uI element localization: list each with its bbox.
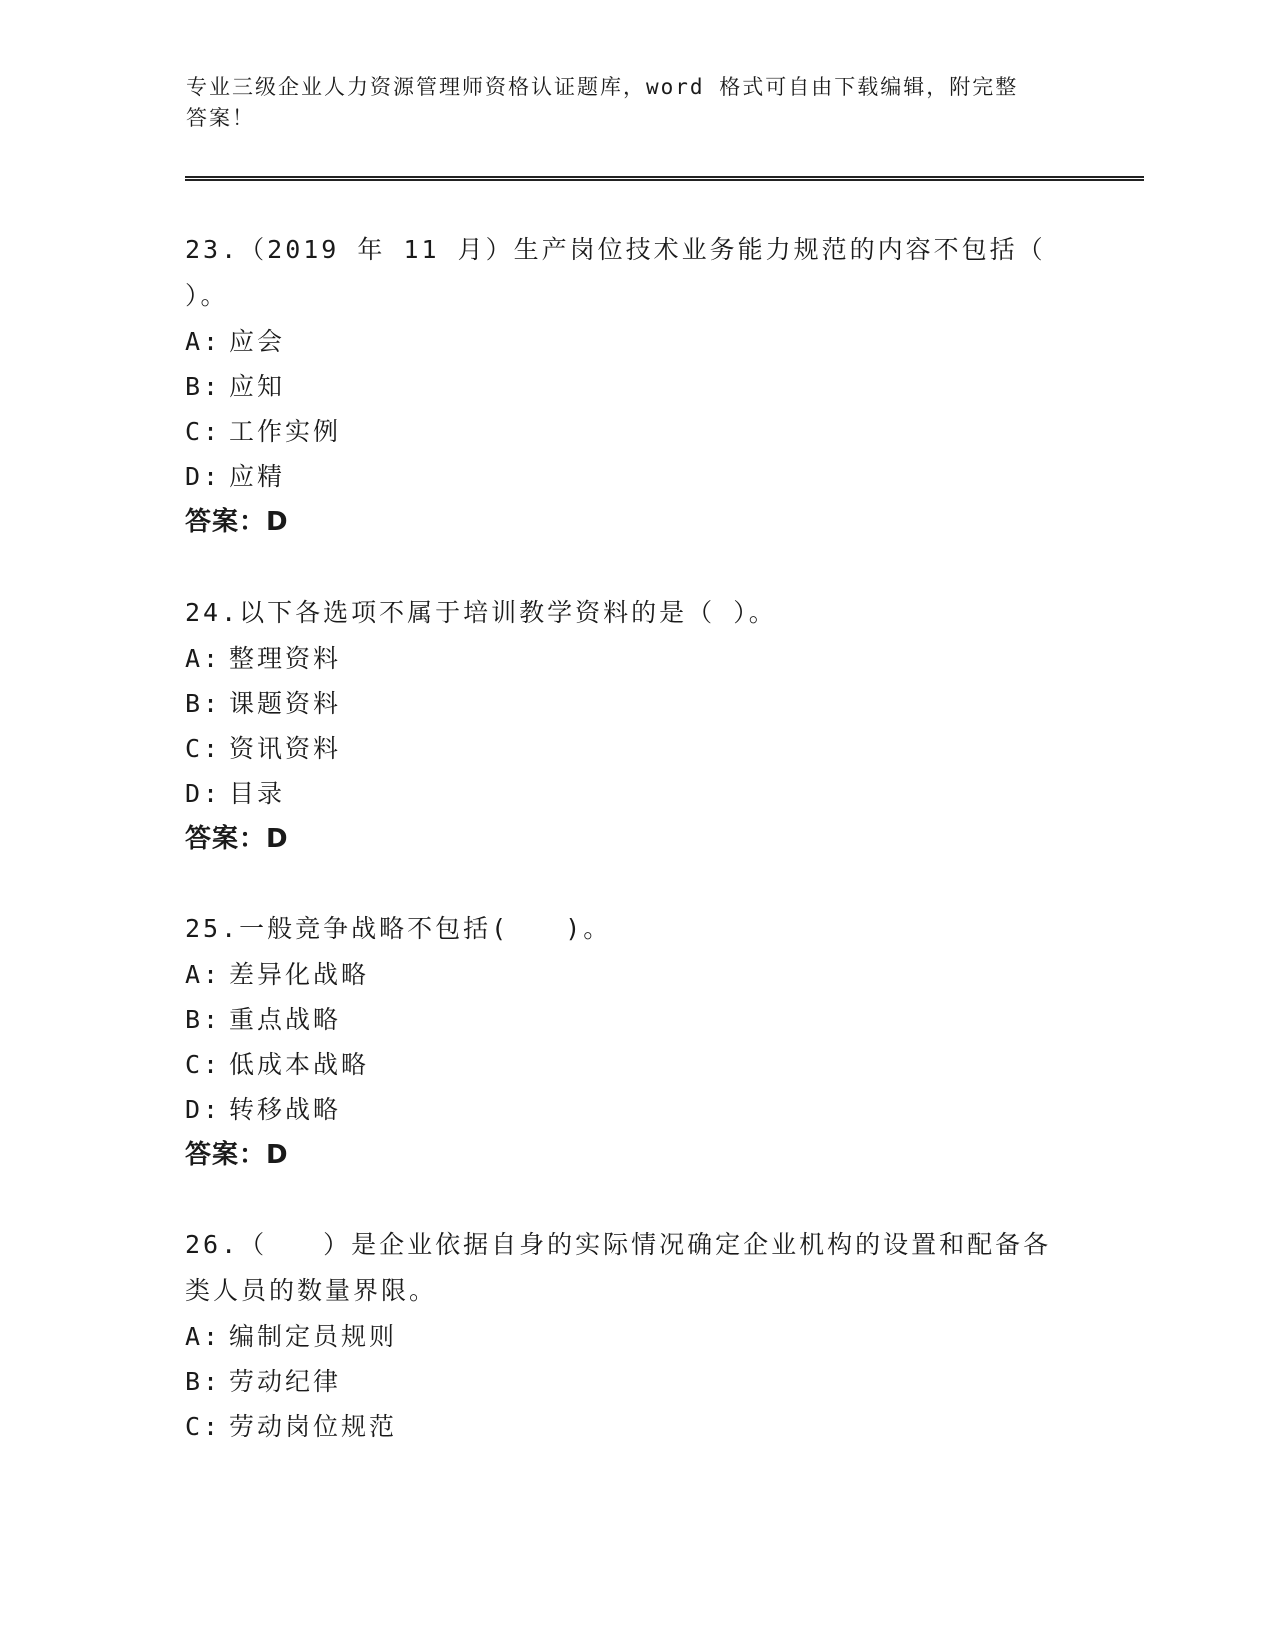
option-letter: B:	[185, 689, 222, 718]
option-text: 低成本战略	[229, 1050, 370, 1079]
answer-line: 答案：D	[185, 824, 289, 854]
option-letter: A:	[185, 644, 222, 673]
option-c	[185, 1404, 1085, 1449]
option-d	[185, 771, 1085, 816]
option-letter: D:	[185, 462, 222, 491]
option-letter: C:	[185, 734, 222, 763]
option-d	[185, 1087, 1085, 1132]
option-text: 编制定员规则	[229, 1322, 398, 1351]
question-23	[185, 227, 1085, 545]
option-c	[185, 1042, 1085, 1087]
option-letter: A:	[185, 960, 222, 989]
option-letter: C:	[185, 1050, 222, 1079]
header-line-1: 专业三级企业人力资源管理师资格认证题库，word 格式可自由下载编辑，附完整	[186, 75, 1019, 99]
option-letter: C:	[185, 417, 222, 446]
option-b	[185, 997, 1085, 1042]
option-letter: C:	[185, 1412, 222, 1441]
option-a	[185, 319, 1085, 364]
document-header	[186, 72, 1086, 134]
option-text: 差异化战略	[229, 960, 370, 989]
question-text-line-2: 类人员的数量界限。	[185, 1276, 438, 1305]
option-d	[185, 454, 1085, 499]
question-text-line-1: 25.一般竞争战略不包括( )。	[185, 914, 612, 943]
question-text-line-2: ）。	[185, 281, 229, 310]
option-a	[185, 1314, 1085, 1359]
option-text: 应精	[229, 462, 286, 491]
header-double-rule	[185, 176, 1144, 181]
option-text: 资讯资料	[229, 734, 342, 763]
option-b	[185, 1359, 1085, 1404]
option-text: 整理资料	[229, 644, 342, 673]
option-text: 工作实例	[229, 417, 342, 446]
header-line-2: 答案！	[186, 106, 255, 130]
option-text: 应知	[229, 372, 286, 401]
question-25	[185, 906, 1085, 1178]
option-letter: B:	[185, 1367, 222, 1396]
question-text-line-1: 23.（2019 年 11 月）生产岗位技术业务能力规范的内容不包括（	[185, 235, 1046, 264]
option-text: 劳动纪律	[229, 1367, 342, 1396]
option-letter: D:	[185, 779, 222, 808]
option-a	[185, 636, 1085, 681]
option-text: 重点战略	[229, 1005, 342, 1034]
answer-line: 答案：D	[185, 507, 289, 537]
option-text: 目录	[229, 779, 286, 808]
question-text-line-1: 24.以下各选项不属于培训教学资料的是（ ）。	[185, 598, 777, 627]
option-letter: A:	[185, 327, 222, 356]
option-text: 课题资料	[229, 689, 342, 718]
option-text: 应会	[229, 327, 286, 356]
option-c	[185, 409, 1085, 454]
question-24	[185, 590, 1085, 862]
question-26	[185, 1222, 1085, 1449]
option-letter: D:	[185, 1095, 222, 1124]
option-c	[185, 726, 1085, 771]
option-text: 劳动岗位规范	[229, 1412, 398, 1441]
option-b	[185, 364, 1085, 409]
option-letter: A:	[185, 1322, 222, 1351]
question-text-line-1: 26.（ ）是企业依据自身的实际情况确定企业机构的设置和配备各	[185, 1230, 1052, 1259]
option-letter: B:	[185, 1005, 222, 1034]
answer-line: 答案：D	[185, 1140, 289, 1170]
option-a	[185, 952, 1085, 997]
option-b	[185, 681, 1085, 726]
option-text: 转移战略	[229, 1095, 342, 1124]
option-letter: B:	[185, 372, 222, 401]
